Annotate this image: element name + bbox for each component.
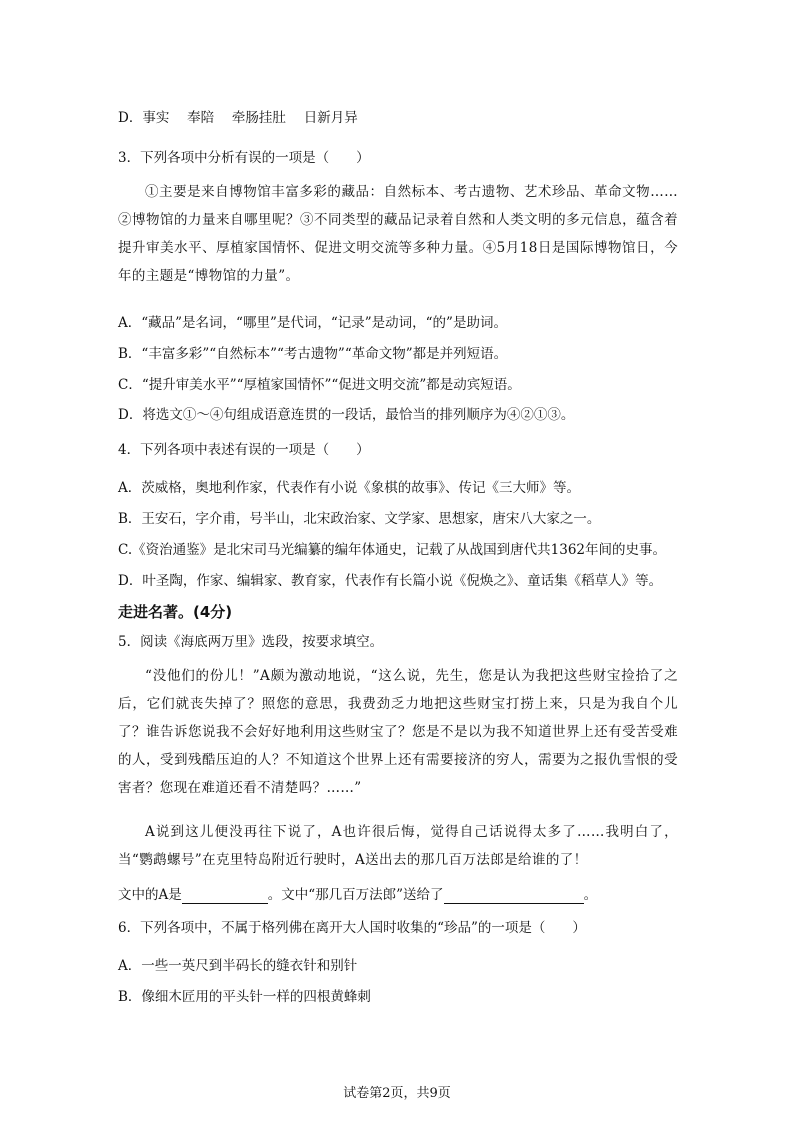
q5-blank-1[interactable]: [182, 889, 268, 904]
q5-paragraph-1: “没他们的份儿！”A颇为激动地说，“这么说，先生，您是认为我把这些财宝捡拾了之后，它们就丧失掉了？照您的意思，我费劲乏力地把这些财宝打捞上来，只是为我自个儿了？谁告诉您说我不会好好地利用这些财宝了？您是不是以为我不知道世界上还有受苦受难的人，受到残酷压迫的人？不知道这个世界上还有需要接济的穷人，需要为之报仇雪恨的受害者？您现在难道还看不清楚吗？……”: [118, 668, 678, 796]
q5-stem: 5．阅读《海底两万里》选段，按要求填空。: [118, 634, 384, 650]
q4-option-d: D．叶圣陶，作家、编辑家、教育家，代表作有长篇小说《倪焕之》、童话集《稻草人》等。: [118, 573, 663, 589]
q4-stem: 4．下列各项中表述有误的一项是（ ）: [118, 442, 370, 458]
q5-passage-2: [118, 818, 678, 874]
q4-option-c: C.《资治通鉴》是北宋司马光编纂的编年体通史，记载了从战国到唐代共1362年间的史事。: [118, 542, 666, 558]
q6-stem: 6．下列各项中，不属于格列佛在离开大人国时收集的“珍品”的一项是（ ）: [118, 920, 586, 936]
q3-passage-text: ①主要是来自博物馆丰富多彩的藏品：自然标本、考古遗物、艺术珍品、革命文物……②博物馆的力量来自哪里呢？③不同类型的藏品记录着自然和人类文明的多元信息，蕴含着提升审美水平、厚植家国情怀、促进文明交流等多种力量。④5月18日是国际博物馆日，今年的主题是“博物馆的力量”。: [118, 184, 678, 284]
q5-blank-2[interactable]: [444, 889, 584, 904]
q5-fill-label-1: 文中的A是: [118, 887, 182, 903]
q5-passage: [118, 662, 678, 802]
q6-option-a: A．一些一英尺到半码长的缝衣针和别针: [118, 958, 358, 974]
page-footer: 试卷第2页，共9页: [343, 1086, 451, 1101]
section-heading: 走进名著。(4分): [118, 603, 233, 621]
q5-fill-line: [118, 886, 597, 904]
q3-option-b: B．“丰富多彩”“自然标本”“考古遗物”“革命文物”都是并列短语。: [118, 346, 508, 362]
q3-option-a: A．“藏品”是名词，“哪里”是代词，“记录”是动词，“的”是助词。: [118, 315, 507, 331]
q4-option-a: A．茨威格，奥地利作家，代表作有小说《象棋的故事》、传记《三大师》等。: [118, 480, 580, 496]
q3-passage: [118, 178, 678, 290]
q2-option-d: D．事实 奉陪 牵肠挂肚 日新月异: [118, 110, 358, 126]
q4-option-b: B．王安石，字介甫，号半山，北宋政治家、文学家、思想家，唐宋八大家之一。: [118, 511, 601, 527]
q5-fill-label-2: 。文中“那几百万法郎”送给了: [267, 887, 444, 903]
q3-option-d: D．将选文①～④句组成语意连贯的一段话，最恰当的排列顺序为④②①③。: [118, 407, 575, 423]
q5-fill-end: 。: [583, 887, 598, 903]
q3-option-c: C．“提升审美水平”“厚植家国情怀”“促进文明交流”都是动宾短语。: [118, 377, 521, 393]
q3-stem: 3．下列各项中分析有误的一项是（ ）: [118, 150, 370, 166]
q6-option-b: B．像细木匠用的平头针一样的四根黄蜂刺: [118, 989, 371, 1005]
q5-paragraph-2: A说到这儿便没再往下说了，A也许很后悔，觉得自己话说得太多了……我明白了，当“鹦鹉螺号”在克里特岛附近行驶时，A送出去的那几百万法郎是给谁的了！: [118, 824, 678, 868]
